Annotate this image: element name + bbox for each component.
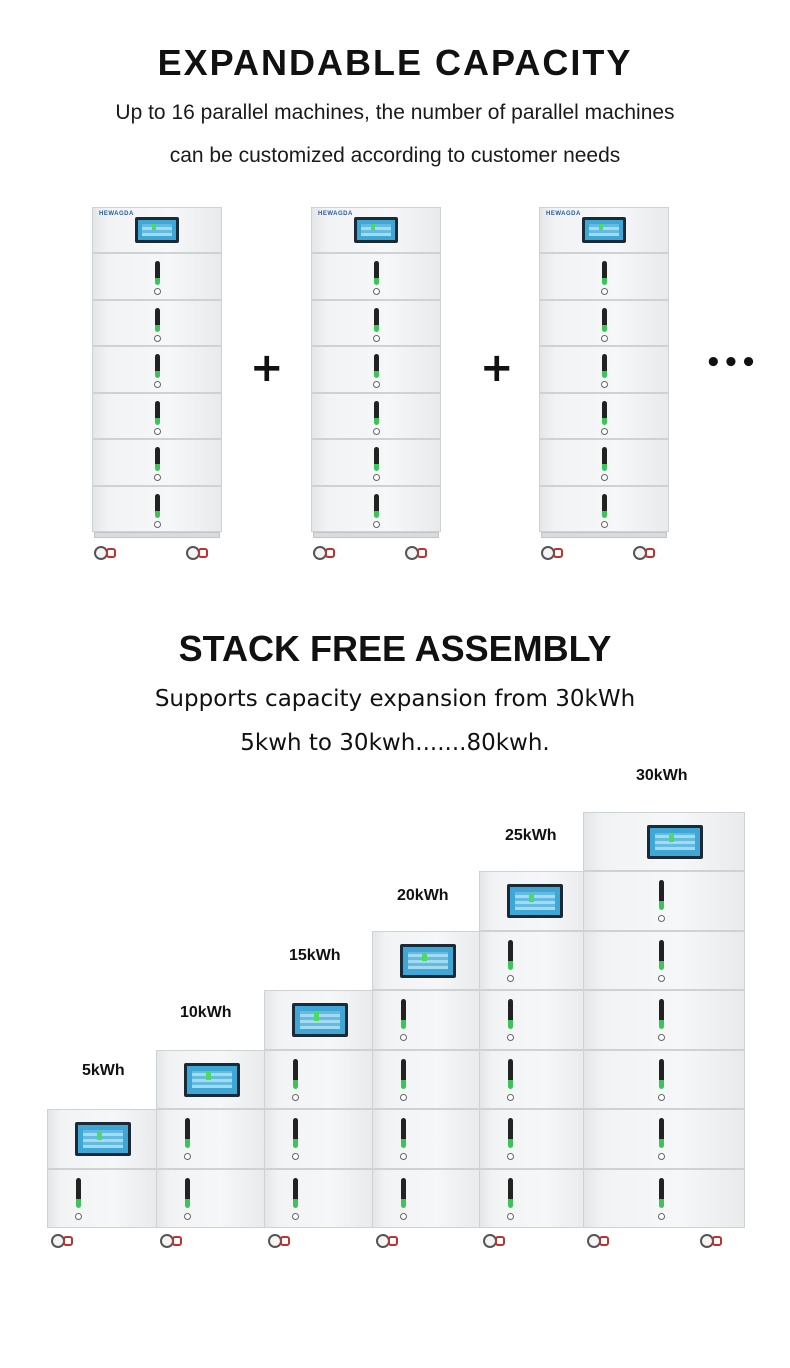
soc-indicator [401, 1059, 406, 1089]
power-button [400, 1094, 407, 1101]
soc-indicator [374, 354, 379, 378]
power-button [507, 1213, 514, 1220]
battery-module [479, 1169, 589, 1229]
caster-wheel [160, 1234, 184, 1248]
soc-indicator [508, 940, 513, 970]
display-screen [354, 217, 398, 243]
soc-indicator [293, 1059, 298, 1089]
battery-module [264, 1050, 374, 1110]
soc-indicator [374, 261, 379, 285]
battery-module [92, 439, 222, 486]
battery-module [311, 300, 441, 347]
stack-column [264, 990, 374, 1258]
soc-indicator [659, 1118, 664, 1148]
control-module [311, 207, 441, 253]
power-button [292, 1094, 299, 1101]
power-button [400, 1034, 407, 1041]
power-button [507, 1034, 514, 1041]
soc-indicator [659, 880, 664, 910]
display-screen [647, 825, 703, 859]
capacity-label-30kwh: 30kWh [636, 767, 688, 784]
stack-column [156, 1050, 266, 1259]
power-button [154, 428, 161, 435]
soc-indicator [508, 999, 513, 1029]
soc-indicator [155, 447, 160, 471]
battery-module [539, 393, 669, 440]
power-button [373, 474, 380, 481]
power-button [373, 381, 380, 388]
power-button [658, 1153, 665, 1160]
battery-module [539, 439, 669, 486]
caster-wheel [376, 1234, 400, 1248]
capacity-label-25kwh: 25kWh [505, 827, 557, 844]
battery-module [539, 300, 669, 347]
stack-column [47, 1109, 157, 1258]
battery-cabinet [311, 207, 441, 567]
power-button [373, 335, 380, 342]
power-button [658, 1094, 665, 1101]
battery-module [583, 1169, 745, 1229]
stack-column [479, 871, 589, 1258]
battery-cabinet [539, 207, 669, 567]
power-button [373, 428, 380, 435]
brand-logo: HEWAGDA [318, 211, 353, 217]
power-button [373, 288, 380, 295]
soc-indicator [401, 1118, 406, 1148]
section-title-stack-free: STACK FREE ASSEMBLY [178, 628, 612, 669]
soc-indicator [374, 401, 379, 425]
battery-module [92, 346, 222, 393]
display-screen [400, 944, 456, 978]
cabinet-base [94, 532, 220, 538]
power-button [184, 1153, 191, 1160]
caster-wheel [268, 1234, 292, 1248]
battery-module [311, 393, 441, 440]
power-button [601, 335, 608, 342]
battery-module [583, 1050, 745, 1110]
soc-indicator [155, 494, 160, 518]
power-button [292, 1213, 299, 1220]
soc-indicator [659, 999, 664, 1029]
soc-indicator [185, 1118, 190, 1148]
subtitle-line-3: Supports capacity expansion from 30kWh [154, 686, 636, 712]
soc-indicator [374, 447, 379, 471]
power-button [601, 521, 608, 528]
display-screen [292, 1003, 348, 1037]
subtitle-line-1: Up to 16 parallel machines, the number of parallel machines [115, 101, 675, 124]
soc-indicator [374, 308, 379, 332]
capacity-label-5kwh: 5kWh [82, 1062, 125, 1079]
caster-wheel [587, 1234, 611, 1248]
power-button [154, 288, 161, 295]
battery-module [583, 1109, 745, 1169]
soc-indicator [185, 1178, 190, 1208]
power-button [154, 474, 161, 481]
power-button [400, 1153, 407, 1160]
battery-module [92, 486, 222, 533]
battery-module [92, 253, 222, 300]
caster-wheel [94, 546, 118, 560]
battery-module [583, 990, 745, 1050]
battery-module [264, 1169, 374, 1229]
cabinet-base [313, 532, 439, 538]
cabinet-base [541, 532, 667, 538]
power-button [601, 474, 608, 481]
control-module [264, 990, 374, 1050]
soc-indicator [602, 354, 607, 378]
power-button [507, 975, 514, 982]
soc-indicator [293, 1178, 298, 1208]
plus-symbol: + [480, 345, 514, 391]
control-module [372, 931, 482, 991]
battery-module [539, 253, 669, 300]
battery-module [372, 990, 482, 1050]
battery-module [479, 1109, 589, 1169]
stack-column [372, 931, 482, 1259]
subtitle-line-2: can be customized according to customer needs [169, 144, 621, 167]
power-button [75, 1213, 82, 1220]
soc-indicator [508, 1178, 513, 1208]
battery-module [372, 1109, 482, 1169]
soc-indicator [602, 261, 607, 285]
battery-module [92, 300, 222, 347]
battery-module [311, 486, 441, 533]
stack-column [583, 812, 745, 1259]
soc-indicator [155, 401, 160, 425]
battery-module [479, 1050, 589, 1110]
soc-indicator [602, 308, 607, 332]
battery-module [156, 1169, 266, 1229]
power-button [154, 381, 161, 388]
battery-module [264, 1109, 374, 1169]
plus-symbol: + [250, 345, 284, 391]
power-button [292, 1153, 299, 1160]
soc-indicator [659, 1178, 664, 1208]
power-button [154, 335, 161, 342]
capacity-label-20kwh: 20kWh [397, 887, 449, 904]
caster-wheel [633, 546, 657, 560]
caster-wheel [186, 546, 210, 560]
battery-module [372, 1169, 482, 1229]
display-screen [75, 1122, 131, 1156]
brand-logo: HEWAGDA [99, 211, 134, 217]
power-button [507, 1153, 514, 1160]
capacity-label-10kwh: 10kWh [180, 1004, 232, 1021]
soc-indicator [293, 1118, 298, 1148]
battery-module [47, 1169, 157, 1229]
power-button [658, 915, 665, 922]
more-symbol: ••• [705, 348, 758, 378]
battery-module [583, 931, 745, 991]
soc-indicator [508, 1118, 513, 1148]
power-button [658, 1213, 665, 1220]
battery-module [372, 1050, 482, 1110]
soc-indicator [508, 1059, 513, 1089]
subtitle-line-4: 5kwh to 30kwh.......80kwh. [240, 730, 550, 756]
power-button [658, 1034, 665, 1041]
soc-indicator [155, 308, 160, 332]
soc-indicator [155, 261, 160, 285]
soc-indicator [659, 940, 664, 970]
control-module [539, 207, 669, 253]
battery-module [311, 346, 441, 393]
power-button [601, 428, 608, 435]
soc-indicator [401, 999, 406, 1029]
power-button [154, 521, 161, 528]
battery-module [539, 346, 669, 393]
battery-module [92, 393, 222, 440]
control-module [92, 207, 222, 253]
soc-indicator [602, 401, 607, 425]
power-button [400, 1213, 407, 1220]
soc-indicator [374, 494, 379, 518]
battery-cabinet [92, 207, 222, 567]
battery-module [311, 253, 441, 300]
display-screen [507, 884, 563, 918]
brand-logo: HEWAGDA [546, 211, 581, 217]
power-button [373, 521, 380, 528]
power-button [601, 288, 608, 295]
soc-indicator [602, 447, 607, 471]
display-screen [582, 217, 626, 243]
soc-indicator [401, 1178, 406, 1208]
battery-module [479, 990, 589, 1050]
battery-module [539, 486, 669, 533]
display-screen [135, 217, 179, 243]
caster-wheel [51, 1234, 75, 1248]
caster-wheel [313, 546, 337, 560]
section-title-expandable: EXPANDABLE CAPACITY [157, 42, 633, 83]
power-button [658, 975, 665, 982]
soc-indicator [602, 494, 607, 518]
battery-module [156, 1109, 266, 1169]
caster-wheel [483, 1234, 507, 1248]
control-module [479, 871, 589, 931]
soc-indicator [76, 1178, 81, 1208]
battery-module [311, 439, 441, 486]
caster-wheel [405, 546, 429, 560]
caster-wheel [700, 1234, 724, 1248]
soc-indicator [155, 354, 160, 378]
power-button [184, 1213, 191, 1220]
capacity-label-15kwh: 15kWh [289, 947, 341, 964]
battery-module [479, 931, 589, 991]
control-module [47, 1109, 157, 1169]
display-screen [184, 1063, 240, 1097]
power-button [507, 1094, 514, 1101]
power-button [601, 381, 608, 388]
control-module [583, 812, 745, 872]
soc-indicator [659, 1059, 664, 1089]
caster-wheel [541, 546, 565, 560]
battery-module [583, 871, 745, 931]
control-module [156, 1050, 266, 1110]
